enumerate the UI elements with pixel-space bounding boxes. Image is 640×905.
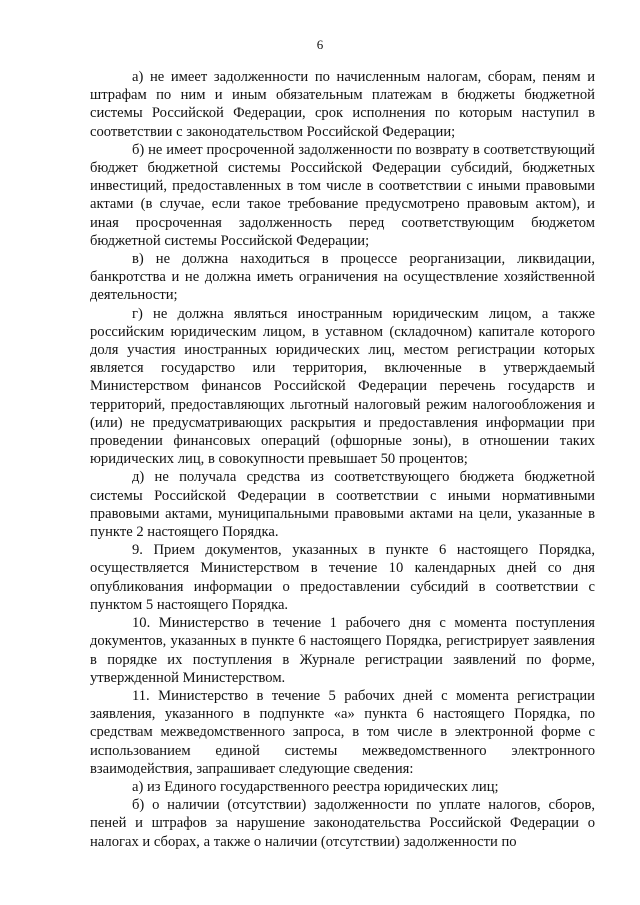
paragraph-11-interagency-request: 11. Министерство в течение 5 рабочих дней с момента регистрации заявления, указанного в подпункте «а» пункта 6 настоящего Порядка, по средствам межведомственного запроса, в том числе в электронной форме с использованием единой системы межведомственного электронного взаимодействия, запрашивает следующие сведения: [90, 687, 595, 777]
paragraph-d-no-other-funds: д) не получала средства из соответствующего бюджета бюджетной системы Российской Федерации в соответствии с иными нормативными правовыми актами, муниципальными правовыми актами на цели, указанные в пункте 2 настоящего Порядка. [90, 469, 595, 541]
paragraph-10-registration: 10. Министерство в течение 1 рабочего дня с момента поступления документов, указанных в пункте 6 настоящего Порядка, регистрирует заявления в порядке их поступления в Журнале регистрации заявлений по форме, утвержденной Министерством. [90, 615, 595, 686]
paragraph-11a-egrul: а) из Единого государственного реестра юридических лиц; [132, 778, 499, 795]
paragraph-9-document-acceptance: 9. Прием документов, указанных в пункте 6 настоящего Порядка, осуществляется Министерством в течение 10 календарных дней со дня опубликования информации о предоставлении субсидий в соответствии с пунктом 5 настоящего Порядка. [90, 542, 595, 613]
paragraph-11b-tax-debt-info: б) о наличии (отсутствии) задолженности по уплате налогов, сборов, пеней и штрафов за нарушение законодательства Российской Федерации о налогах и сборах, а также о наличии (отсутствии) задолженности по [90, 797, 595, 850]
paragraph-b-no-overdue-debt: б) не имеет просроченной задолженности по возврату в соответствующий бюджет бюджетной системы Российской Федерации субсидий, бюджетных инвестиций, предоставленных в том числе в соответствии с иными правовыми актами (в случае, если такое требование предусмотрено правовым актом), и иная просроченная задолженность перед соответствующим бюджетом бюджетной системы Российской Федерации; [90, 141, 595, 249]
page-number: 6 [316, 37, 324, 52]
document-body [90, 68, 595, 851]
paragraph-v-no-reorganization: в) не должна находиться в процессе реорганизации, ликвидации, банкротства и не должна иметь ограничения на осуществление хозяйственной деятельности; [90, 251, 595, 304]
paragraph-a-no-tax-debt: а) не имеет задолженности по начисленным налогам, сборам, пеням и штрафам по ним и иным обязательным платежам в бюджеты бюджетной системы Российской Федерации, срок исполнения по которым наступил в соответствии с законодательством Российской Федерации; [90, 69, 595, 140]
paragraph-g-not-foreign-entity: г) не должна являться иностранным юридическим лицом, а также российским юридическим лицом, в уставном (складочном) капитале которого доля участия иностранных юридических лиц, местом регистрации которых является государство или территория, включенные в утверждаемый Министерством финансов Российской Федерации перечень государств и территорий, предоставляющих льготный налоговый режим налогообложения и (или) не предусматривающих раскрытия и предоставления информации при проведении финансовых операций (офшорные зоны), в отношении таких юридических лиц, в совокупности превышает 50 процентов; [90, 305, 595, 468]
